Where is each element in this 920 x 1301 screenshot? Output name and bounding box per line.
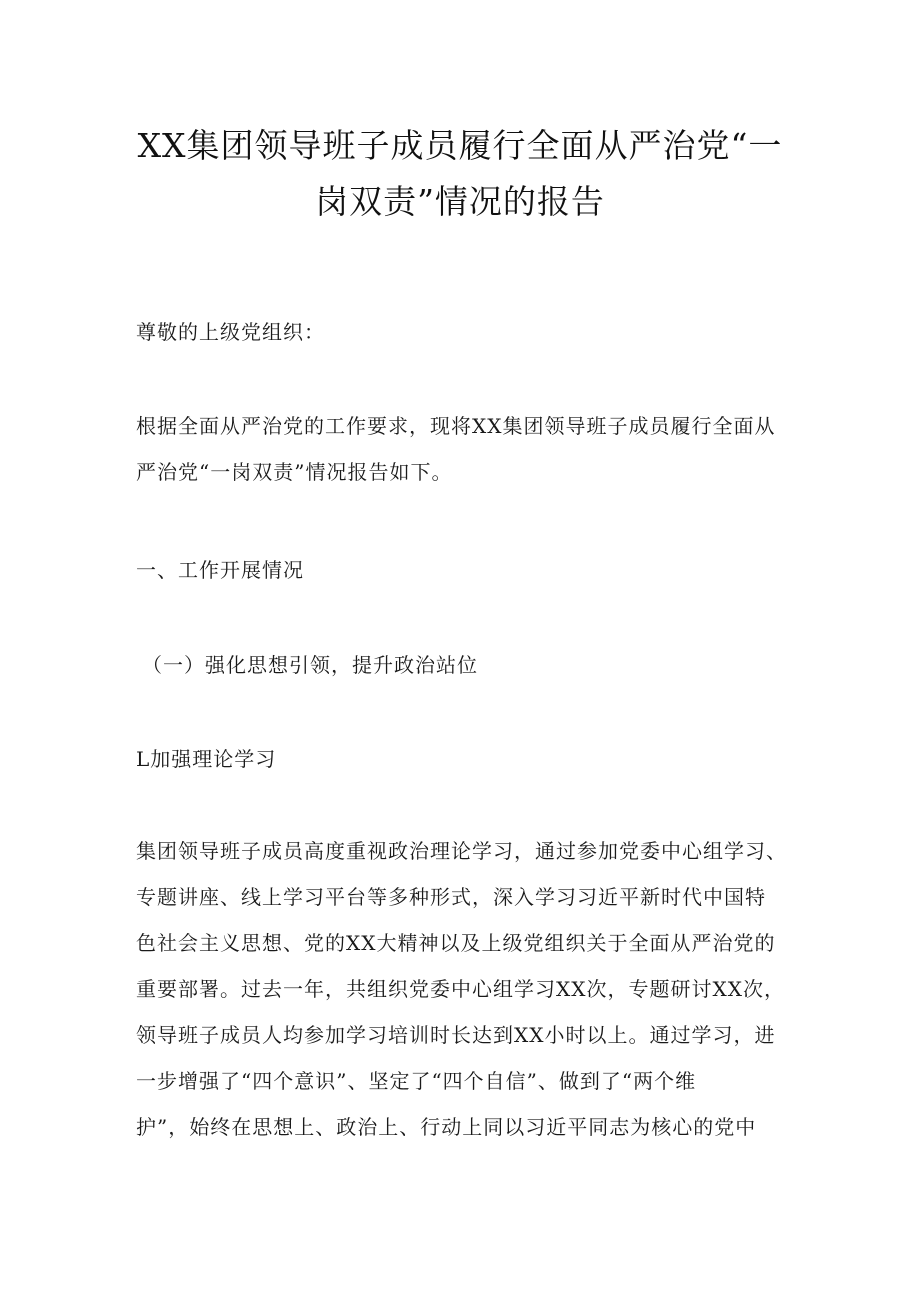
- intro-line-1: 根据全面从严治党的工作要求，现将XX集团领导班子成员履行全面从: [136, 414, 776, 438]
- intro-line-2: 严治党“一岗双责”情况报告如下。: [136, 460, 453, 484]
- salutation-text: 尊敬的上级党组织：: [136, 320, 325, 344]
- item-heading: [136, 736, 796, 782]
- salutation: [136, 309, 796, 355]
- title-line-2: 岗双责”情况的报告: [315, 182, 605, 221]
- body-paragraph: [136, 828, 796, 1150]
- section-heading-text: 一、工作开展情况: [136, 558, 304, 582]
- document-title: [110, 118, 810, 230]
- item-heading-text: L加强理论学习: [136, 747, 277, 771]
- body-line-4: 重要部署。过去一年，共组织党委中心组学习XX次，专题研讨XX次，: [136, 977, 785, 1001]
- body-line-7: 护”，始终在思想上、政治上、行动上同以习近平同志为核心的党中: [136, 1115, 757, 1139]
- body-line-3: 色社会主义思想、党的XX大精神以及上级党组织关于全面从严治党的: [136, 931, 776, 955]
- subsection-heading: [142, 642, 802, 688]
- body-line-2: 专题讲座、线上学习平台等多种形式，深入学习习近平新时代中国特: [136, 885, 766, 909]
- intro-paragraph: [136, 403, 796, 495]
- subsection-heading-text: （一）强化思想引领，提升政治站位: [142, 653, 478, 677]
- section-heading: [136, 547, 796, 593]
- body-line-6: 一步增强了“四个意识”、坚定了“四个自信”、做到了“两个维: [136, 1069, 697, 1093]
- body-line-5: 领导班子成员人均参加学习培训时长达到XX小时以上。通过学习，进: [136, 1023, 776, 1047]
- title-line-1: XX集团领导班子成员履行全面从严治党“一: [137, 126, 783, 165]
- body-line-1: 集团领导班子成员高度重视政治理论学习，通过参加党委中心组学习、: [136, 839, 787, 863]
